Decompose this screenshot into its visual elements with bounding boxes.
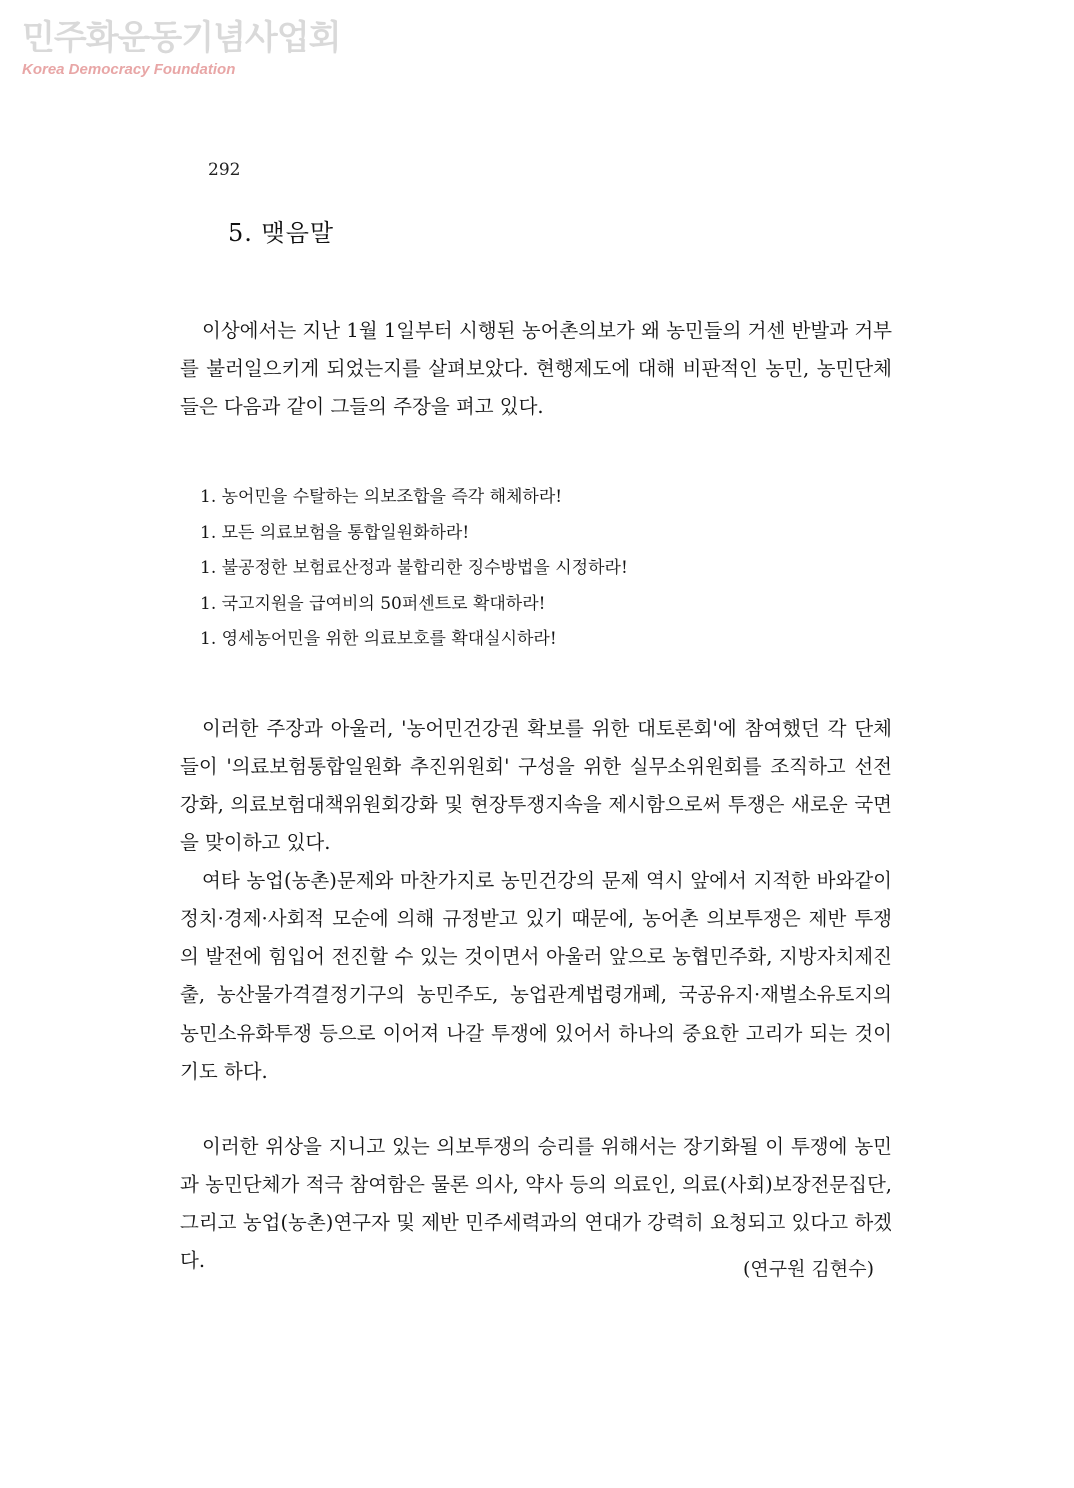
watermark-english: Korea Democracy Foundation <box>22 61 236 78</box>
author-credit: (연구원 김현수) <box>743 1258 874 1280</box>
demand-item: 1. 영세농어민을 위한 의료보호를 확대실시하라! <box>200 629 557 649</box>
demand-item: 1. 불공정한 보험료산정과 불합리한 징수방법을 시정하라! <box>200 558 628 578</box>
demand-item: 1. 국고지원을 급여비의 50퍼센트로 확대하라! <box>200 593 546 614</box>
watermark-korean: 민주화운동기념사업회 <box>22 18 341 58</box>
section-title: 5. 맺음말 <box>228 219 335 247</box>
page-number: 292 <box>208 160 241 180</box>
foundation-watermark <box>22 18 341 80</box>
intro-paragraph: 이상에서는 지난 1월 1일부터 시행된 농어촌의보가 왜 농민들의 거센 반발과 거부를 불러일으키게 되었는지를 살펴보았다. 현행제도에 대해 비판적인 농민, 농민단체들은 다음과 같이 그들의 주장을 펴고 있다. <box>180 318 892 419</box>
body-paragraph-3: 여타 농업(농촌)문제와 마찬가지로 농민건강의 문제 역시 앞에서 지적한 바와같이 정치·경제·사회적 모순에 의해 규정받고 있기 때문에, 농어촌 의보투쟁은 제반 투쟁의 발전에 힘입어 전진할 수 있는 것이면서 아울러 앞으로 농협민주화, 지방자치제진출, 농산물가격결정기구의 농민주도, 농업관계법령개폐, 국공유지·재벌소유토지의 농민소유화투쟁 등으로 이어져 나갈 투쟁에 있어서 하나의 중요한 고리가 되는 것이기도 하다. <box>180 868 892 1083</box>
demands-list <box>200 480 800 658</box>
demand-item: 1. 모든 의료보험을 통합일원화하라! <box>200 522 470 543</box>
demand-item: 1. 농어민을 수탈하는 의보조합을 즉각 해체하라! <box>200 487 563 507</box>
body-paragraph-2: 이러한 주장과 아울러, '농어민건강권 확보를 위한 대토론회'에 참여했던 각 단체들이 '의료보험통합일원화 추진위원회' 구성을 위한 실무소위원회를 조직하고 선전강화, 의료보험대책위원회강화 및 현장투쟁지속을 제시함으로써 투쟁은 새로운 국면을 맞이하고 있다. <box>180 716 892 855</box>
body-paragraph-4: 이러한 위상을 지니고 있는 의보투쟁의 승리를 위해서는 장기화될 이 투쟁에 농민과 농민단체가 적극 참여함은 물론 의사, 약사 등의 의료인, 의료(사회)보장전문집단, 그리고 농업(농촌)연구자 및 제반 민주세력과의 연대가 강력히 요청되고 있다고 하겠다. <box>180 1134 892 1273</box>
